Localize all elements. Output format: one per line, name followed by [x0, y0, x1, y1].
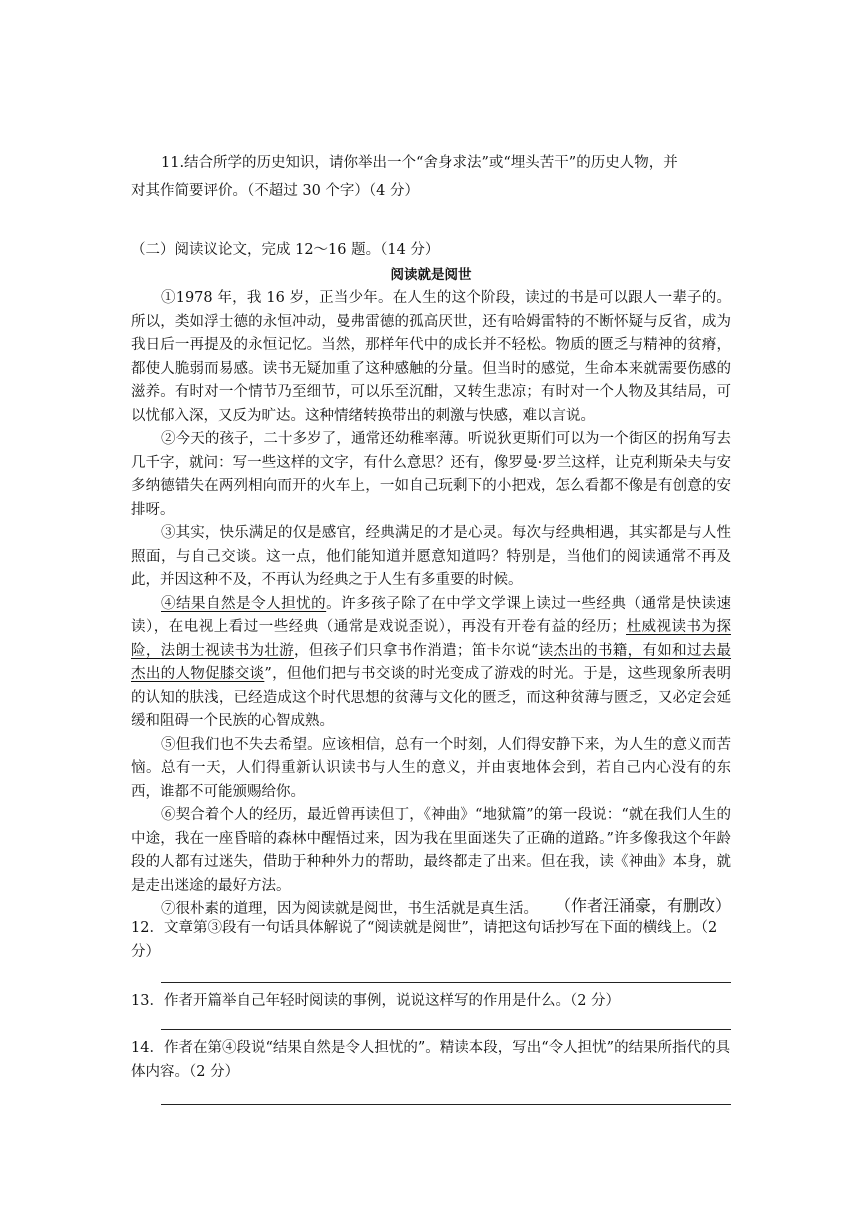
question-11-line-2: 对其作简要评价。（不超过 30 个字）（4 分） — [131, 183, 420, 199]
paragraph-6: ⑥契合着个人的经历，最近曾再读但丁，《神曲》“地狱篇”的第一段说：“就在我们人生的中途，我在一座昏暗的森林中醒悟过来，因为我在里面迷失了正确的道路。”许多像我这个年龄段的人都有过迷失，借助于种种外力的帮助，最终都走了出来。但在我，读《神曲》本身，就是走出迷途的最好方法。 — [131, 807, 731, 894]
answer-line-14[interactable] — [161, 1104, 731, 1105]
underlined-phrase-3: 读杰出的书籍，有如和过去最杰出的人物促膝交谈 — [131, 642, 732, 682]
reading-passage — [131, 237, 731, 922]
paragraph-4-text-a: 。许多孩子除了在中学文学课上读过一些经典（通常是快读速读），在电视上看过一些经典（通常是戏说歪说），再没有开卷有益的经历； — [131, 595, 732, 635]
question-14: 14．作者在第④段说“结果自然是令人担忧的”。精读本段，写出“令人担忧”的结果所指代的具体内容。（2 分） — [131, 1040, 731, 1080]
paragraph-4-text-b: ，但孩子们只拿书作消遣；笛卡尔说“ — [293, 642, 539, 659]
paragraph-2: ②今天的孩子，二十多岁了，通常还幼稚率薄。听说狄更斯们可以为一个街区的拐角写去几千字，就问：写一些这样的文字，有什么意思？还有，像罗曼·罗兰这样，让克利斯朵夫与安多纳德错失在两列相向而开的火车上，一如自己玩剩下的小把戏，怎么看都不像是有创意的安排呀。 — [131, 431, 731, 518]
paragraph-5: ⑤但我们也不失去希望。应该相信，总有一个时刻，人们得安静下来，为人生的意义而苦恼。总有一天，人们得重新认识读书与人生的意义，并由衷地体会到，若自己内心没有的东西，谁都不可能颁赐给你。 — [131, 736, 731, 800]
passage-title: 阅读就是阅世 — [390, 267, 472, 283]
paragraph-4 — [131, 593, 731, 734]
paragraph-3: ③其实，快乐满足的仅是感官，经典满足的才是心灵。每次与经典相遇，其实都是与人性照面，与自己交谈。这一点，他们能知道并愿意知道吗？特别是，当他们的阅读通常不再及此，并因这种不及，不再认为经典之于人生有多重要的时候。 — [131, 525, 731, 588]
question-11-line-1: 11.结合所学的历史知识，请你举出一个“舍身求法”或“埋头苦干”的历史人物，并 — [161, 155, 678, 171]
question-13: 13．作者开篇举自己年轻时阅读的事例，说说这样写的作用是什么。（2 分） — [131, 993, 621, 1009]
paragraph-1: ①1978 年，我 16 岁，正当少年。在人生的这个阶段，读过的书是可以跟人一辈子的。所以，类如浮士德的永恒冲动，曼弗雷德的孤高厌世，还有哈姆雷特的不断怀疑与反省，成为我日后一再提及的永恒记忆。当然，那样年代中的成长并不轻松。物质的匮乏与精神的贫瘠，都使人脆弱而易感。读书无疑加重了这种感触的分量。但当时的感觉，生命本来就需要伤感的滋养。有时对一个情节乃至细节，可以乐至沉酣，又转生悲凉；有时对一个人物及其结局，可以忧郁入深，又反为旷达。这种情绪转换带出的刺激与快感，难以言说。 — [131, 290, 731, 424]
paragraph-4-text-c: ”，但他们把与书交谈的时光变成了游戏的时光。于是，这些现象所表明的认知的肤浅，已经造成这个时代思想的贫薄与文化的匮乏，而这种贫薄与匮乏，又必定会延缓和阻碍一个民族的心智成熟。 — [131, 666, 732, 729]
section-intro: （二）阅读议论文，完成 12～16 题。（14 分） — [131, 242, 440, 258]
answer-line-13[interactable] — [161, 1029, 731, 1030]
questions-block — [131, 916, 731, 1105]
underlined-phrase-2: 杜威视读书为探险，法朗士视读书为壮游 — [131, 619, 731, 659]
answer-line-12[interactable] — [161, 982, 731, 983]
author-credit: （作者汪涌豪，有删改） — [554, 896, 731, 915]
underlined-phrase-1: ④结果自然是令人担忧的 — [161, 595, 327, 612]
paragraph-7: ⑦很朴素的道理，因为阅读就是阅世，书生活就是真生活。 — [161, 901, 538, 917]
question-12: 12．文章第③段有一句话具体解说了“阅读就是阅世”，请把这句话抄写在下面的横线上。（2 分） — [131, 920, 718, 960]
question-11 — [131, 149, 731, 205]
